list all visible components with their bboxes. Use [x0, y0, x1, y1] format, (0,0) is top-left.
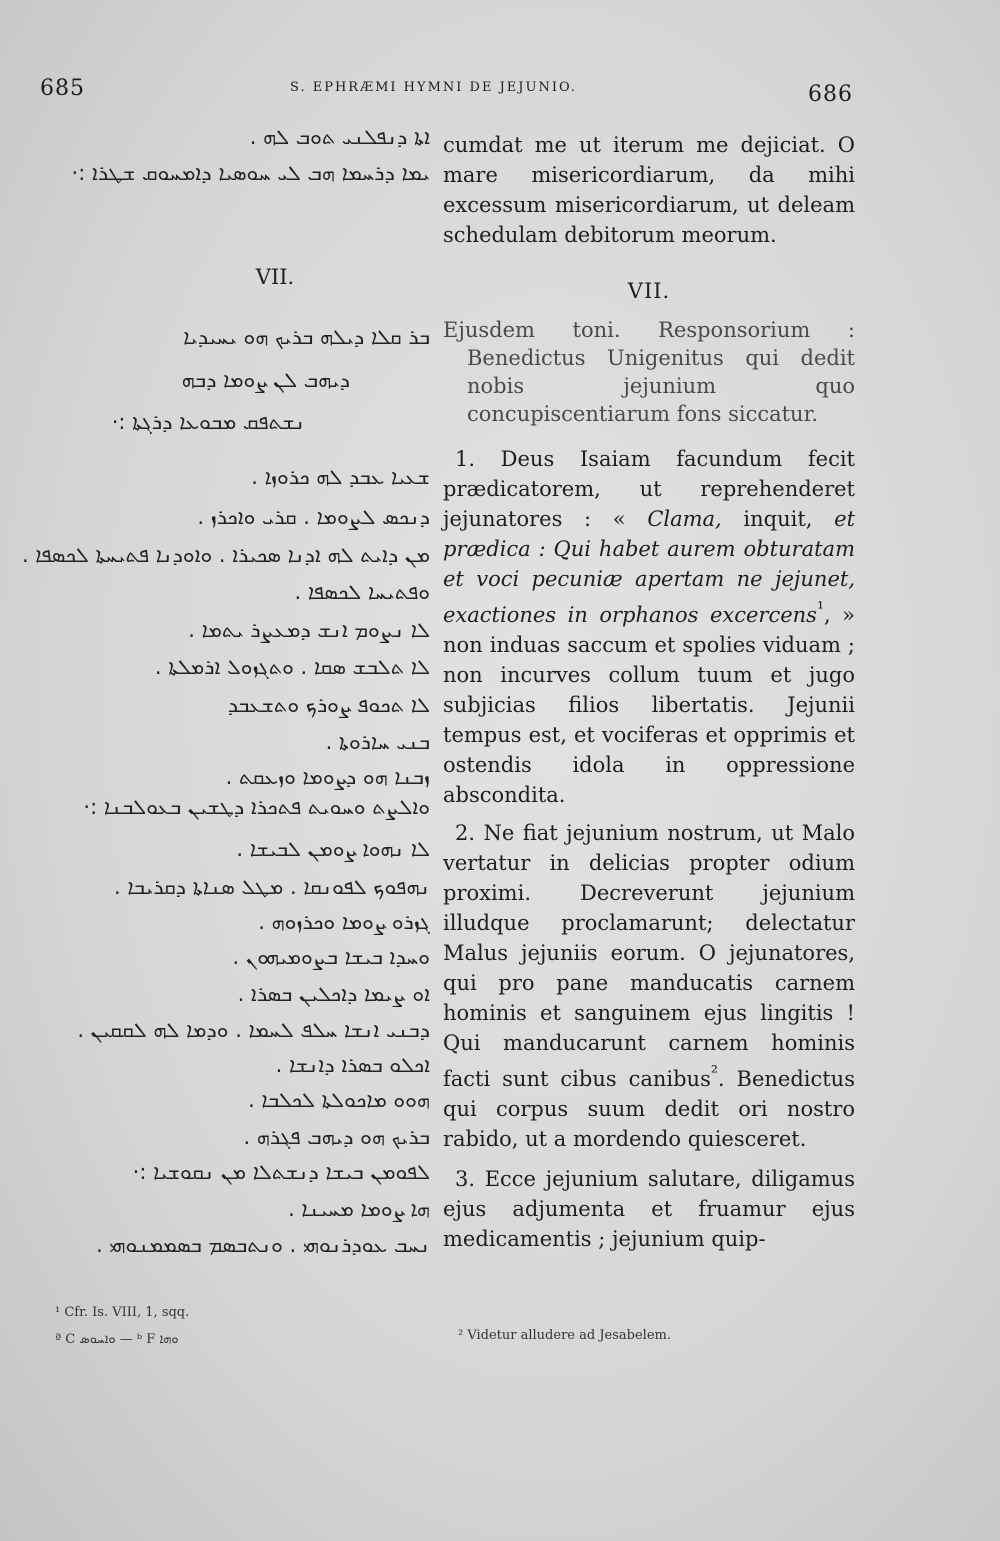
text-run: . Benedictus qui corpus suum dedit ori nostro rabido, ut a mordendo quiesceret.	[443, 1067, 855, 1151]
syriac-line: ܡܢ ܕܐܝܬ ܠܗ ܐܕܢܐ ܣܟܝܪܐ . ܘܐܘܕܢܐ ܦܬܝܚܬܐ ܠܟܣܦܐ .	[21, 543, 430, 567]
syriac-line: ܠܐ ܢܗܘܐ ܨܘܡܢ ܠܒܝܫܐ .	[236, 837, 430, 861]
syriac-line: ܕܒܢܝ ܐܢܫܐ ܚܠܦ ܠܚܡܐ . ܘܕܡܐ ܠܗ ܠܩܩܝܢ .	[77, 1018, 430, 1042]
syriac-line: ܠܐ ܬܟܘܦ ܨܘܪܟ ܘܬܫܥܒܕ	[227, 693, 430, 717]
syriac-line: ܫܥܝܐ ܥܒܕ ܠܗ ܟܪܘܙܐ .	[251, 465, 430, 489]
running-title: S. EPHRÆMI HYMNI DE JEJUNIO.	[290, 80, 577, 95]
syriac-line: ܘܐܠܨܬ ܘܚܘܝܬ ܦܬܟܪܐ ܕܛܫܝܢ ܒܥܘܠܒܢܐ :·	[83, 795, 430, 819]
syriac-line: ܐܘ ܨܝܡܐ ܕܐܟܠܝܢ ܒܣܪܐ .	[237, 982, 430, 1006]
latin-section-heading: VII.	[627, 279, 671, 303]
syriac-line: ܗܘܘ ܡܐܟܘܠܬܐ ܠܟܠܒܐ .	[248, 1088, 430, 1112]
syriac-line: ܒܢܝ ܚܐܪܘܬܐ .	[325, 730, 430, 754]
syriac-line: ܒܪܝܟ ܗܘ ܕܝܗܒ ܦܓܪܗ .	[243, 1125, 430, 1149]
footnote: ª C ܘܐܚܘܣ — ᵇ F ܘܗܐ	[55, 1332, 179, 1347]
syriac-line: ܠܐ ܢܨܘܡ ܐܢܫ ܕܡܥܨܪ ܝܬܡܐ .	[188, 618, 430, 642]
latin-paragraph-1	[443, 444, 855, 810]
text-run: 2. Ne fiat jejunium nostrum, ut Malo vertatur in delicias propter odium proximi. Decreverunt jejunium illudque proclamarunt; delectatur Malus jejuniis eorum. O jejunatores, qui pro pane manducatis carnem hominis et sanguinem ejus lingitis ! Qui manducarunt carnem hominis facti sunt cibus canibus	[443, 821, 855, 1091]
syriac-line: ܠܐ ܬܠܒܫ ܣܩܐ . ܘܬܓܙܘܠ ܐܪܡܠܬܐ .	[154, 655, 430, 679]
syriac-line: ܐܟܠܘ ܒܣܪܐ ܕܐܢܫܐ .	[275, 1053, 430, 1077]
syriac-line: ܠܦܘܡܢ ܒܝܫܐ ܕܢܫܬܠܐ ܡܢ ܢܩܘܫܝܐ :·	[132, 1160, 430, 1184]
syriac-line: ܕܢܟܣ ܠܨܘܡܐ . ܩܪܝ ܘܐܟܪܙ .	[197, 505, 430, 529]
syriac-line: ܘܦܬܝܚܐ ܠܟܣܦܐ .	[294, 580, 430, 604]
syriac-line: ܕܝܗܒ ܠܢ ܨܘܡܐ ܕܒܗ	[181, 368, 350, 392]
text-run: , » non induas saccum et spolies viduam ; non incurves collum tuum et jugo subjicias filios libertatis. Jejunii tempus est, et vociferas et opprimis et ostendis idola in oppressione abscondita.	[443, 603, 855, 807]
syriac-line: ܘܚܕܐ ܒܝܫܐ ܒܨܘܡܝܗܘܢ .	[232, 945, 430, 969]
syriac-section-heading: VII.	[255, 265, 295, 289]
syriac-line: ܗܐ ܨܘܡܐ ܡܚܝܢܐ .	[288, 1197, 430, 1221]
latin-subtitle: Ejusdem toni. Responsorium : Benedictus Unigenitus qui dedit nobis jejunium quo concupiscentiarum fons siccatur.	[443, 318, 855, 426]
footnote-ref: ¹	[816, 599, 824, 619]
latin-paragraph-3: 3. Ecce jejunium salutare, diligamus ejus adjumenta et fruamur ejus medicamentis ; jejunium quip-	[443, 1167, 855, 1251]
footnotes-left	[55, 1305, 355, 1359]
syriac-line: ܢܫܬܦܩ ܡܒܘܥܐ ܕܪܓܬܐ :·	[111, 410, 305, 434]
text-run: inquit,	[721, 507, 835, 531]
text-run-italic: et prædica : Qui habet aurem obturatam et voci pecuniæ apertam ne jejunet, exactiones in orphanos excercens	[443, 507, 856, 627]
text-run: 1. Deus Isaiam facundum fecit prædicatorem, ut reprehenderet jejunatores : «	[443, 447, 855, 531]
syriac-line: ܢܗܦܘܟ ܠܦܘܢܩܐ . ܡܛܠ ܣܢܐܬܐ ܕܩܪܝܒܐ .	[114, 875, 430, 899]
syriac-line: ܐܬܐ ܕܢܦܠܢܝ ܬܘܒ ܠܗ .	[249, 125, 430, 149]
syriac-line: ܝܡܐ ܕܪܚܡܐ ܗܒ ܠܝ ܚܘܣܝܐ ܕܐܡܚܘܩ ܫܛܪܐ :·	[71, 161, 430, 185]
latin-paragraph-2	[443, 818, 855, 1154]
syriac-line: ܢܚܒ ܥܘܕܪܢܘܗܝ . ܘܢܬܒܣܡ ܒܣܡܡܢܘܗܝ .	[96, 1233, 430, 1257]
latin-intro: cumdat me ut iterum me dejiciat. O mare misericordiarum, da mihi excessum misericordiarum, ut deleam schedulam debitorum meorum.	[443, 133, 855, 247]
page-number-right: 686	[808, 82, 853, 107]
footnote-right: ² Videtur alludere ad Jesabelem.	[458, 1328, 671, 1343]
footnote-ref: ²	[710, 1063, 718, 1083]
footnote: ¹ Cfr. Is. VIII, 1, sqq.	[55, 1305, 190, 1320]
text-run-italic: Clama,	[647, 507, 722, 531]
page-number-left: 685	[40, 76, 85, 101]
syriac-line: ܒܪ ܩܠܐ ܕܝܠܗ ܒܪܝܟ ܗܘ ܝܚܝܕܝܐ	[183, 325, 430, 349]
latin-column	[443, 130, 855, 1262]
syriac-line: ܙܒܢܐ ܗܘ ܕܨܘܡܐ ܘܙܥܩܬ .	[225, 765, 430, 789]
running-header	[0, 72, 1000, 112]
syriac-line: ܓܙܪܘ ܨܘܡܐ ܘܟܪܙܘܗ .	[258, 910, 430, 934]
